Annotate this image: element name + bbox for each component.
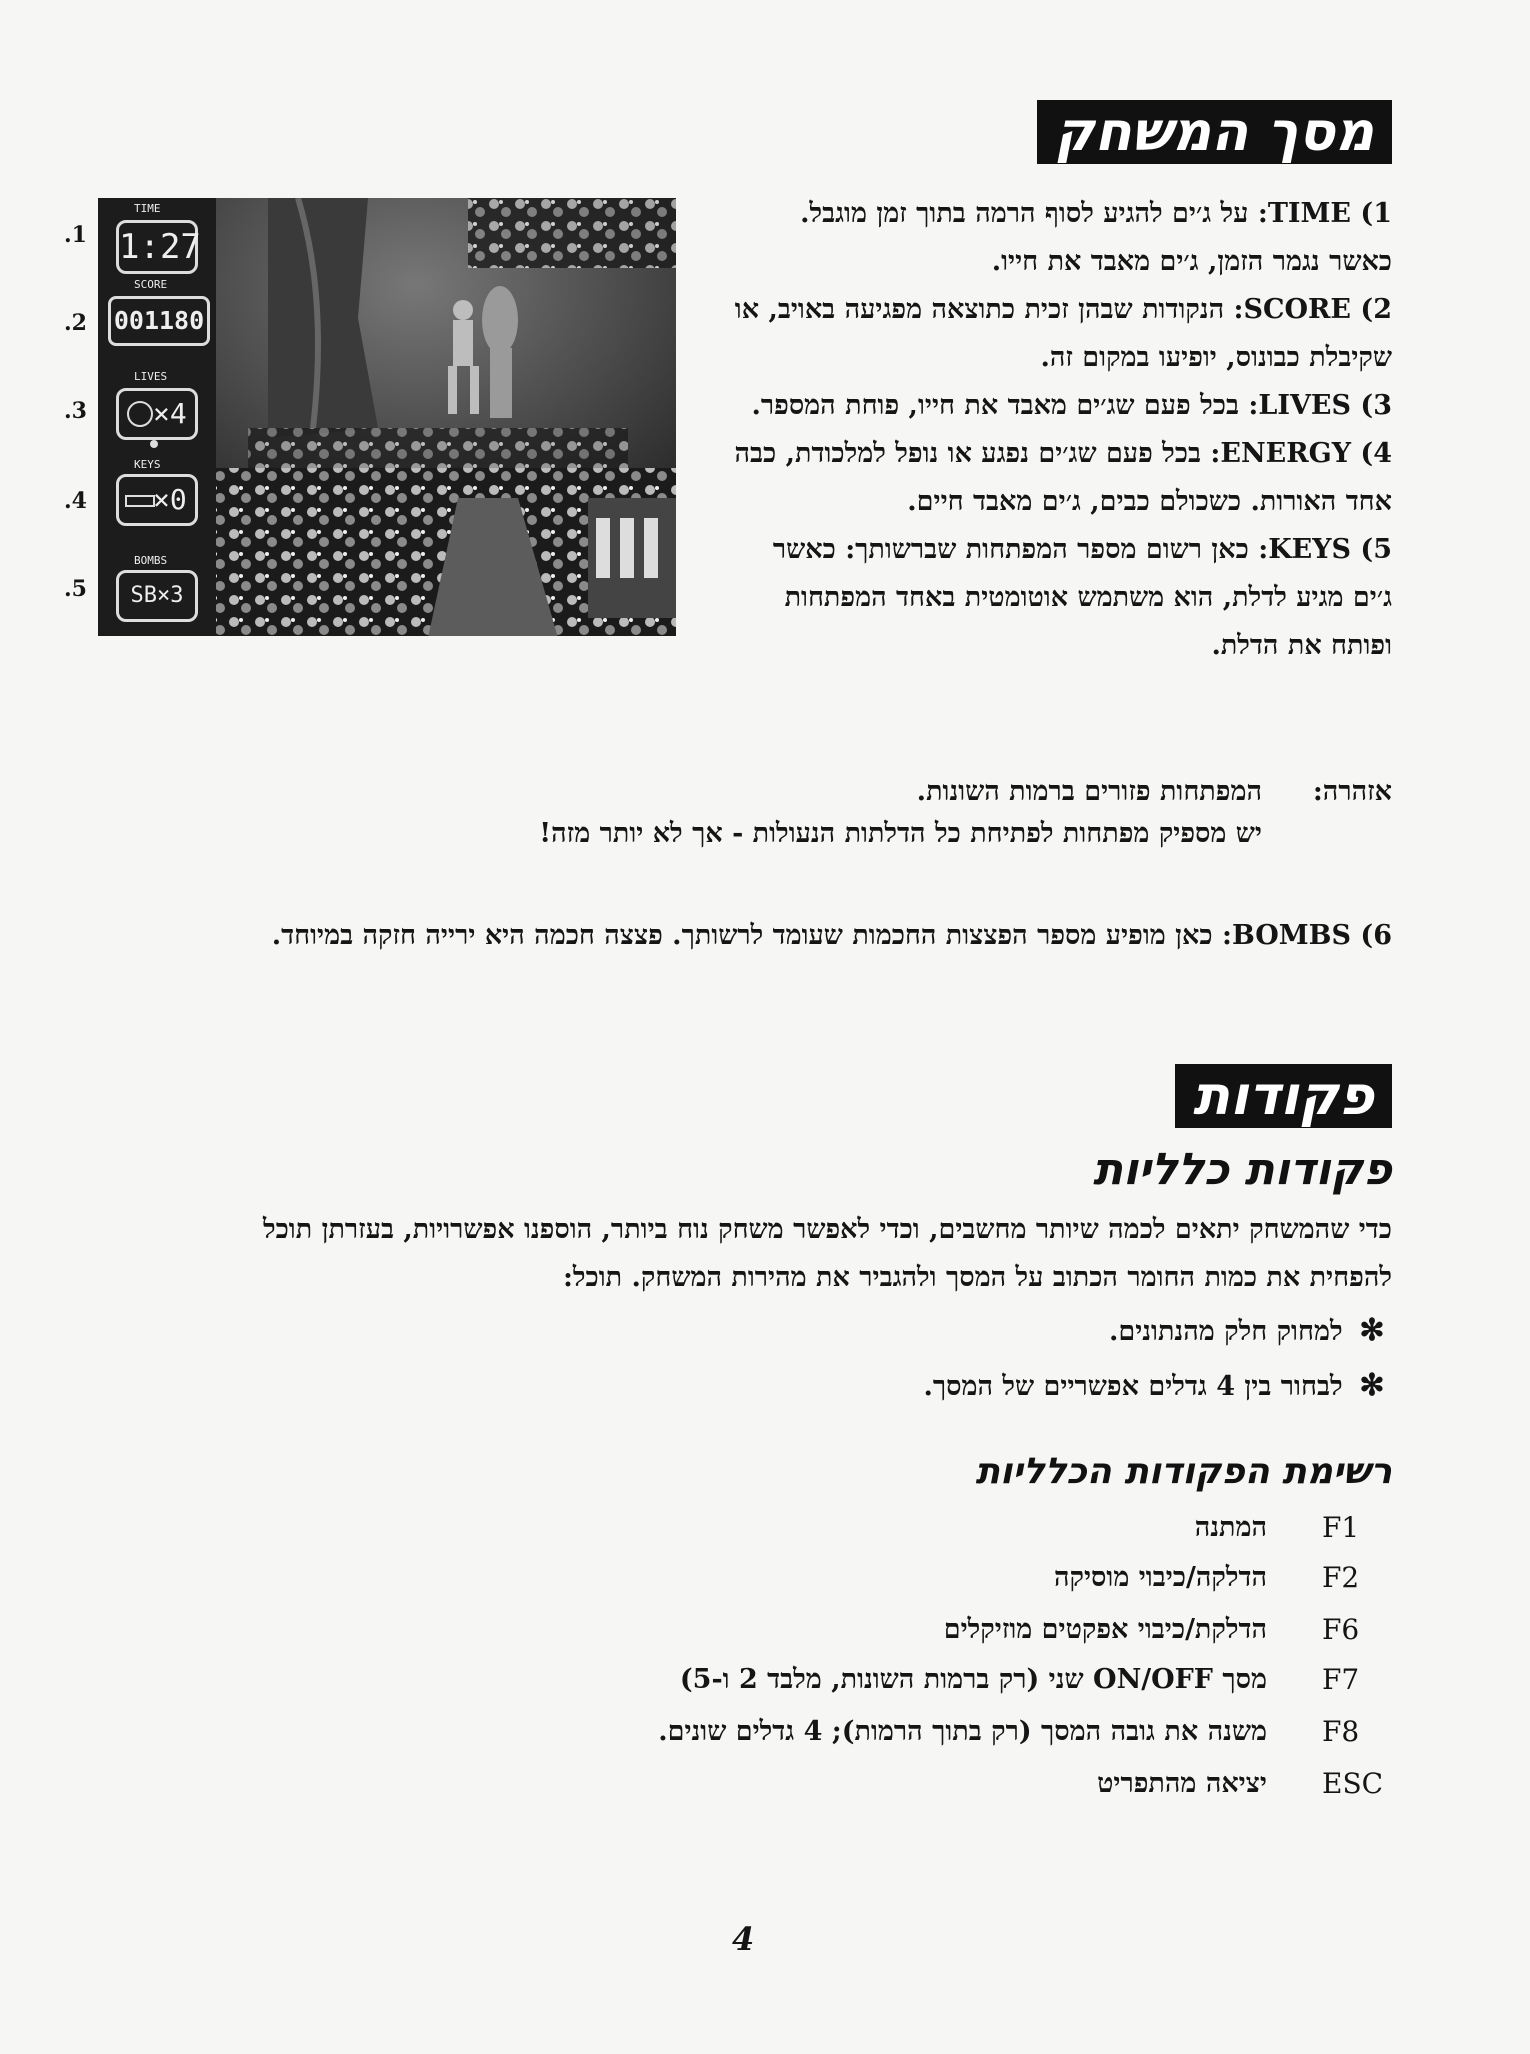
hud-item-text: : כאן רשום מספר המפתחות שברשותך: כאשר ג׳ים מגיע לדלת, הוא משתמש אוטומטית באחד המפתחות ופותח את הדלת. xyxy=(772,534,1392,661)
callout-3: .3 xyxy=(64,398,87,424)
hud-item-text: : הנקודות שבהן זכית כתוצאה מפגיעה באויב, או שקיבלת כבונוס, יופיעו במקום זה. xyxy=(734,294,1392,373)
hud-bombs-label: BOMBS xyxy=(134,554,168,567)
commands-intro xyxy=(92,1206,1392,1302)
hud-item-number: 3) xyxy=(1360,390,1392,421)
hud-item-time xyxy=(732,190,1392,286)
hud-item-score xyxy=(732,286,1392,382)
hud-item-label: SCORE xyxy=(1243,294,1352,325)
callout-4: .4 xyxy=(64,488,87,514)
hud-keys-value: ×0 xyxy=(153,483,187,516)
command-desc: מסך ON/OFF שני (רק ברמות השונות, מלבד 2 ו-5) xyxy=(679,1664,1267,1695)
commands-bullets xyxy=(392,1304,1392,1414)
hud-item-label: LIVES xyxy=(1258,390,1352,421)
command-key: F1 xyxy=(1322,1511,1360,1544)
hud-item-label: KEYS xyxy=(1268,534,1352,565)
asterisk-icon: ✻ xyxy=(1359,1368,1385,1403)
callout-2: .2 xyxy=(64,310,87,336)
hud-bombs-value: SB×3 xyxy=(116,570,198,622)
hud-item-number: 1) xyxy=(1360,198,1392,229)
section-title-commands: פקודות xyxy=(1175,1064,1392,1128)
hud-energy-dots xyxy=(150,440,158,448)
command-row xyxy=(532,1606,1392,1654)
command-key: F2 xyxy=(1322,1561,1360,1594)
hud-item-label: TIME xyxy=(1267,198,1352,229)
hud-keys-label: KEYS xyxy=(134,458,161,471)
command-key: F8 xyxy=(1322,1715,1360,1748)
command-desc: יציאה מהתפריט xyxy=(1097,1768,1267,1799)
command-desc: הדלקה/כיבוי מוסיקה xyxy=(1054,1562,1267,1593)
key-icon xyxy=(125,495,155,507)
hud-item-keys xyxy=(732,526,1392,670)
hud-keys-box xyxy=(116,474,198,526)
callout-1: .1 xyxy=(64,222,87,248)
hud-lives-label: LIVES xyxy=(134,370,168,383)
hud-item-text: : בכל פעם שג׳ים מאבד את חייו, פוחת המספר. xyxy=(751,390,1259,421)
bombs-number: 6) xyxy=(1360,920,1392,951)
hud-time-label: TIME xyxy=(134,202,161,215)
bullet-item: ✻ למחוק חלק מהנתונים. xyxy=(392,1304,1392,1359)
command-desc: משנה את גובה המסך (רק בתוך הרמות); 4 גדלים שונים. xyxy=(658,1716,1267,1747)
hud-item-label: ENERGY xyxy=(1220,438,1352,469)
hud-item-text: : על ג׳ים להגיע לסוף הרמה בתוך זמן מוגבל. כאשר נגמר הזמן, ג׳ים מאבד את חייו. xyxy=(800,198,1392,277)
bombs-item xyxy=(142,912,1392,960)
command-row xyxy=(532,1554,1392,1602)
command-key: F6 xyxy=(1322,1613,1360,1646)
section-title-game-screen: מסך המשחק xyxy=(1037,100,1392,164)
game-screenshot xyxy=(98,198,676,636)
general-commands-title: פקודות כלליות xyxy=(1092,1144,1392,1195)
head-icon xyxy=(127,401,153,427)
command-row xyxy=(532,1656,1392,1704)
bombs-text: : כאן מופיע מספר הפצצות החכמות שעומד לרשותך. פצצה חכמה היא ירייה חזקה במיוחד. xyxy=(271,920,1232,951)
command-key: F7 xyxy=(1322,1663,1360,1696)
commands-intro-line-1: כדי שהמשחק יתאים לכמה שיותר מחשבים, וכדי לאפשר משחק נוח ביותר, הוספנו אפשרויות, בעזרתן תוכל xyxy=(262,1214,1392,1245)
warning-label: אזהרה: xyxy=(1312,776,1392,807)
hud-item-energy xyxy=(732,430,1392,526)
asterisk-icon: ✻ xyxy=(1359,1313,1385,1348)
callout-5: .5 xyxy=(64,576,87,602)
hud-item-number: 5) xyxy=(1360,534,1392,565)
bombs-label: BOMBS xyxy=(1231,920,1352,951)
hud-panel xyxy=(104,202,212,632)
warning-line-2: יש מספיק מפתחות לפתיחת כל הדלתות הנעולות - אך לא יותר מזה! xyxy=(539,818,1262,849)
command-row xyxy=(532,1504,1392,1552)
commands-intro-line-2: להפחית את כמות החומר הכתוב על המסך ולהגביר את מהירות המשחק. תוכל: xyxy=(562,1262,1392,1293)
hud-item-lives xyxy=(732,382,1392,430)
hud-item-number: 2) xyxy=(1360,294,1392,325)
command-key: ESC xyxy=(1322,1767,1384,1800)
hud-lives-box xyxy=(116,388,198,440)
command-list-title: רשימת הפקודות הכלליות xyxy=(975,1451,1392,1492)
hud-score-value: 001180 xyxy=(108,296,210,346)
command-desc: הדלקת/כיבוי אפקטים מוזיקלים xyxy=(943,1614,1267,1645)
hud-lives-value: ×4 xyxy=(153,397,187,430)
hud-item-number: 4) xyxy=(1360,438,1392,469)
command-desc: המתנה xyxy=(1194,1512,1267,1543)
command-row xyxy=(532,1760,1392,1808)
command-row xyxy=(532,1708,1392,1756)
hud-item-text: : בכל פעם שג׳ים נפגע או נופל למלכודת, כבה אחד האורות. כשכולם כבים, ג׳ים מאבד חיים. xyxy=(734,438,1392,517)
hud-score-label: SCORE xyxy=(134,278,168,291)
page-number: 4 xyxy=(732,1920,755,1958)
warning-line-1: המפתחות פזורים ברמות השונות. xyxy=(916,776,1262,807)
bullet-item: ✻ לבחור בין 4 גדלים אפשריים של המסך. xyxy=(392,1359,1392,1414)
hud-time-value: 1:27 xyxy=(116,220,198,274)
hud-items-list xyxy=(732,190,1392,670)
